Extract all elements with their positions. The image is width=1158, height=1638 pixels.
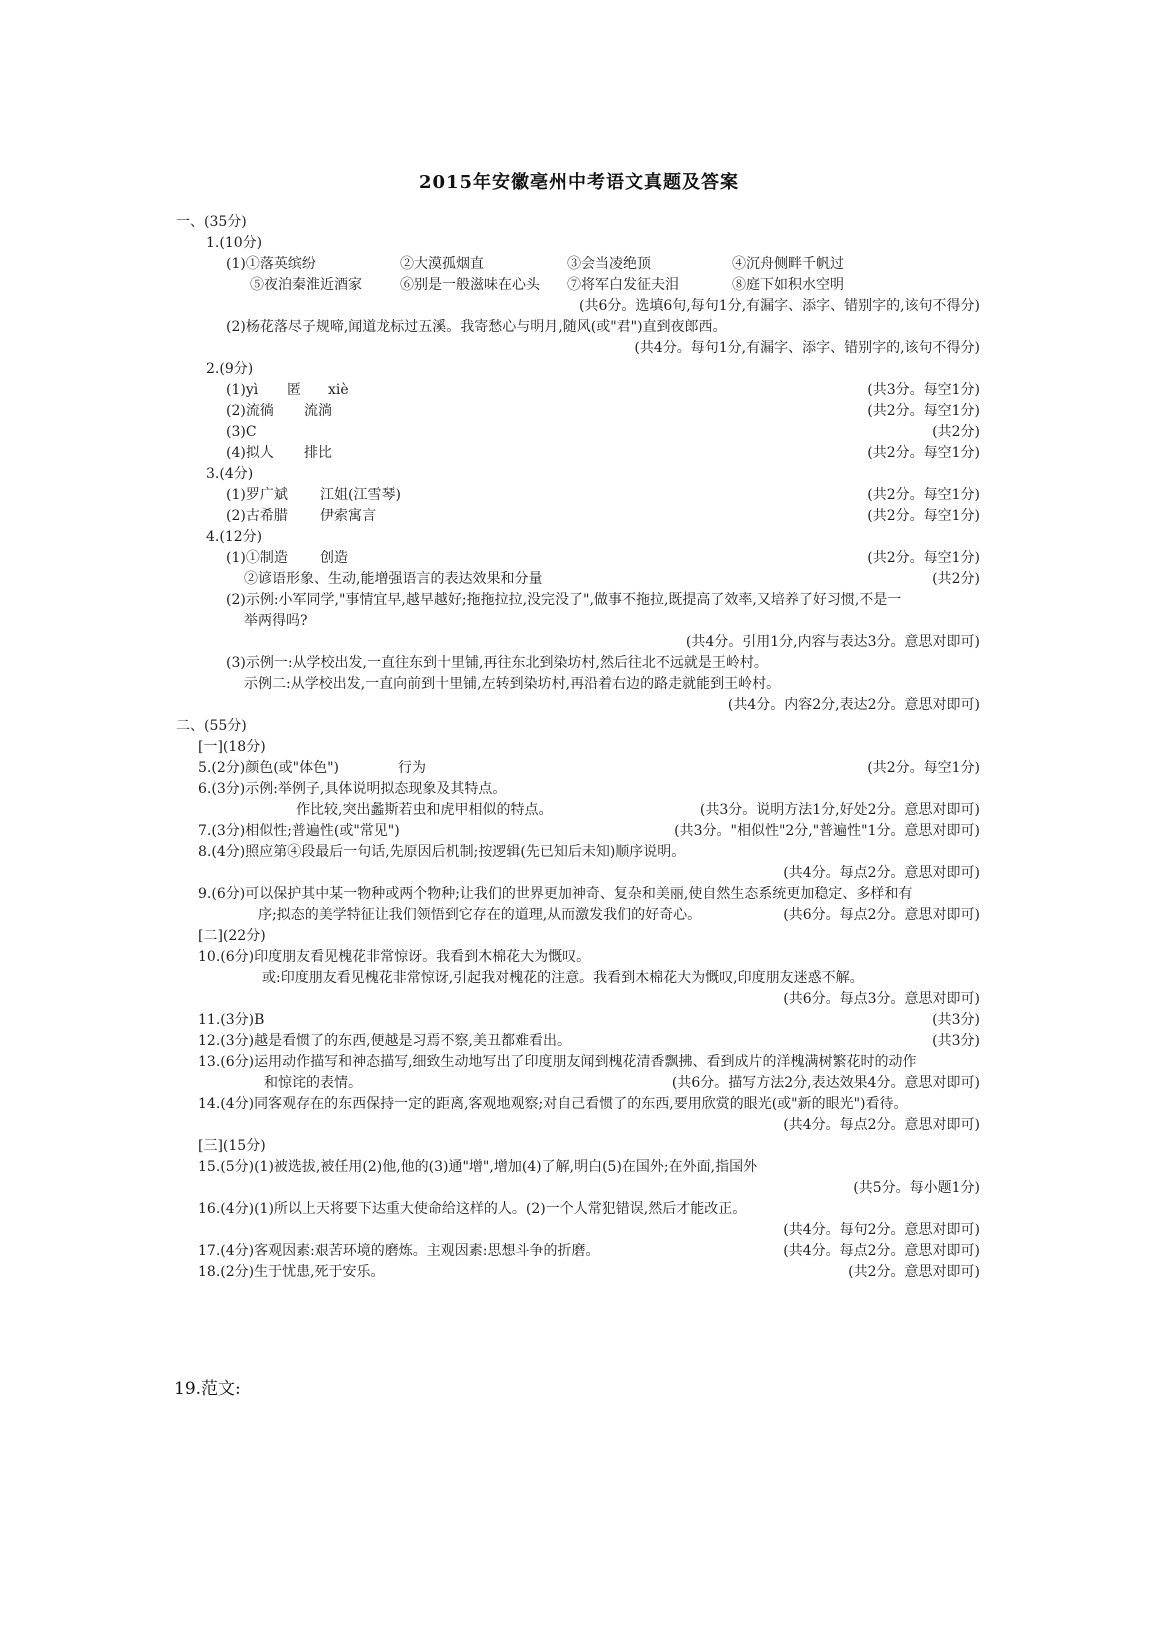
q1-1-d: ④沉舟侧畔千帆过 (732, 256, 844, 272)
q1-1-c: ③会当凌绝顶 (567, 256, 651, 272)
q1-2-note: (共4分。每句1分,有漏字、添字、错别字的,该句不得分) (634, 340, 980, 356)
q2-4-a: (4)拟人 (226, 445, 274, 461)
q1-1-f: ⑥别是一般滋味在心头 (400, 277, 540, 293)
q4-3: (3)示例一:从学校出发,一直往东到十里铺,再往东北到染坊村,然后往北不远就是王岭村。 (226, 655, 768, 671)
q4-1-note: (共2分。每空1分) (867, 550, 980, 566)
q1-1-g: ⑦将军白发征夫泪 (567, 277, 679, 293)
q4-3-b: 示例二:从学校出发,一直向前到十里铺,左转到染坊村,再沿着右边的路走就能到王岭村。 (244, 676, 781, 692)
q3-heading: 3.(4分) (206, 466, 254, 482)
q8: 8.(4分)照应第④段最后一句话,先原因后机制;按逻辑(先已知后未知)顺序说明。 (198, 844, 686, 860)
q9: 9.(6分)可以保护其中某一物种或两个物种;让我们的世界更加神奇、复杂和美丽,使自然生态系统更加稳定、多样和有 (198, 886, 913, 902)
q4-heading: 4.(12分) (206, 529, 263, 545)
q4-1-b: 创造 (320, 550, 348, 566)
q11: 11.(3分)B (198, 1012, 265, 1028)
q7: 7.(3分)相似性;普遍性(或"常见") (198, 823, 400, 839)
q4-2: (2)示例:小军同学,"事情宜早,越早越好;拖拖拉拉,没完没了",做事不拖拉,既提高了效率,又培养了好习惯,不是一 (226, 592, 902, 608)
q3-2-note: (共2分。每空1分) (867, 508, 980, 524)
q2-1-b: 匿 (287, 382, 301, 398)
q1-1-b: ②大漠孤烟直 (400, 256, 484, 272)
q2-3-note: (共2分) (932, 424, 980, 440)
q17: 17.(4分)客观因素:艰苦环境的磨炼。主观因素:思想斗争的折磨。 (198, 1243, 600, 1259)
q13-note: (共6分。描写方法2分,表达效果4分。意思对即可) (671, 1075, 980, 1091)
q2-2-a: (2)流徜 (226, 403, 274, 419)
q5-a: 5.(2分)颜色(或"体色") (198, 760, 339, 776)
q1-1-h: ⑧庭下如积水空明 (732, 277, 844, 293)
q9-note: (共6分。每点2分。意思对即可) (783, 907, 980, 923)
q2-3: (3)C (226, 424, 257, 440)
q3-1-b: 江姐(江雪琴) (320, 487, 401, 503)
q2-1-a: (1)yì (226, 382, 259, 398)
section-2-heading: 二、(55分) (176, 718, 247, 734)
q1-1-a: (1)①落英缤纷 (226, 256, 316, 272)
q4-2-note: (共4分。引用1分,内容与表达3分。意思对即可) (685, 634, 980, 650)
q10: 10.(6分)印度朋友看见槐花非常惊讶。我看到木棉花大为慨叹。 (198, 949, 591, 965)
q5-note: (共2分。每空1分) (867, 760, 980, 776)
q1-heading: 1.(10分) (206, 235, 263, 251)
page-title: 2015年安徽亳州中考语文真题及答案 (418, 172, 740, 193)
q11-note: (共3分) (932, 1012, 980, 1028)
section-1-heading: 一、(35分) (176, 214, 247, 230)
q4-1-c-note: (共2分) (932, 571, 980, 587)
q2-1-c: xiè (328, 382, 349, 398)
q4-2-b: 举两得吗? (244, 613, 308, 629)
q3-1-note: (共2分。每空1分) (867, 487, 980, 503)
q2-2-b: 流淌 (304, 403, 332, 419)
q10-b: 或:印度朋友看见槐花非常惊讶,引起我对槐花的注意。我看到木棉花大为慨叹,印度朋友迷惑不解。 (262, 970, 864, 986)
q19-model-essay-label: 19.范文: (174, 1379, 241, 1399)
q12-note: (共3分) (932, 1033, 980, 1049)
q7-note: (共3分。"相似性"2分,"普遍性"1分。意思对即可) (674, 823, 980, 839)
q4-3-note: (共4分。内容2分,表达2分。意思对即可) (727, 697, 980, 713)
q6: 6.(3分)示例:举例子,具体说明拟态现象及其特点。 (198, 781, 507, 797)
part-3-heading: [三](15分) (198, 1138, 266, 1154)
q16-note: (共4分。每句2分。意思对即可) (783, 1222, 980, 1238)
q2-1-note: (共3分。每空1分) (867, 382, 980, 398)
q1-1-e: ⑤夜泊秦淮近酒家 (250, 277, 362, 293)
q3-1-a: (1)罗广斌 (226, 487, 288, 503)
q5-b: 行为 (398, 760, 426, 776)
q3-2-b: 伊索寓言 (320, 508, 376, 524)
q18-note: (共2分。意思对即可) (848, 1264, 980, 1280)
q14: 14.(4分)同客观存在的东西保持一定的距离,客观地观察;对自己看惯了的东西,要用欣赏的眼光(或"新的眼光")看待。 (198, 1096, 908, 1112)
q13-b: 和惊诧的表情。 (264, 1075, 362, 1091)
q16: 16.(4分)(1)所以上天将要下达重大使命给这样的人。(2)一个人常犯错误,然后才能改正。 (198, 1201, 747, 1217)
q2-4-b: 排比 (304, 445, 332, 461)
q13: 13.(6分)运用动作描写和神态描写,细致生动地写出了印度朋友闻到槐花清香飘拂、看到成片的洋槐满树繁花时的动作 (198, 1054, 917, 1070)
q18: 18.(2分)生于忧患,死于安乐。 (198, 1264, 385, 1280)
q14-note: (共4分。每点2分。意思对即可) (783, 1117, 980, 1133)
part-1-heading: [一](18分) (198, 739, 266, 755)
q9-b: 序;拟态的美学特征让我们领悟到它存在的道理,从而激发我们的好奇心。 (258, 907, 702, 923)
q6-b: 作比较,突出蠡斯若虫和虎甲相似的特点。 (296, 802, 553, 818)
q3-2-a: (2)古希腊 (226, 508, 288, 524)
q10-note: (共6分。每点3分。意思对即可) (783, 991, 980, 1007)
q2-heading: 2.(9分) (206, 361, 254, 377)
q2-4-note: (共2分。每空1分) (867, 445, 980, 461)
q4-1-c: ②谚语形象、生动,能增强语言的表达效果和分量 (244, 571, 543, 587)
q15: 15.(5分)(1)被选拔,被任用(2)他,他的(3)通"增",增加(4)了解,明白(5)在国外;在外面,指国外 (198, 1159, 758, 1175)
q4-1-a: (1)①制造 (226, 550, 288, 566)
q8-note: (共4分。每点2分。意思对即可) (783, 865, 980, 881)
q1-2: (2)杨花落尽子规啼,闻道龙标过五溪。我寄愁心与明月,随风(或"君")直到夜郎西。 (226, 319, 727, 335)
q12: 12.(3分)越是看惯了的东西,便越是习焉不察,美丑都难看出。 (198, 1033, 571, 1049)
part-2-heading: [二](22分) (198, 928, 266, 944)
q6-note: (共3分。说明方法1分,好处2分。意思对即可) (699, 802, 980, 818)
q1-1-note: (共6分。选填6句,每句1分,有漏字、添字、错别字的,该句不得分) (579, 298, 980, 314)
q15-note: (共5分。每小题1分) (853, 1180, 980, 1196)
q2-2-note: (共2分。每空1分) (867, 403, 980, 419)
q17-note: (共4分。每点2分。意思对即可) (783, 1243, 980, 1259)
